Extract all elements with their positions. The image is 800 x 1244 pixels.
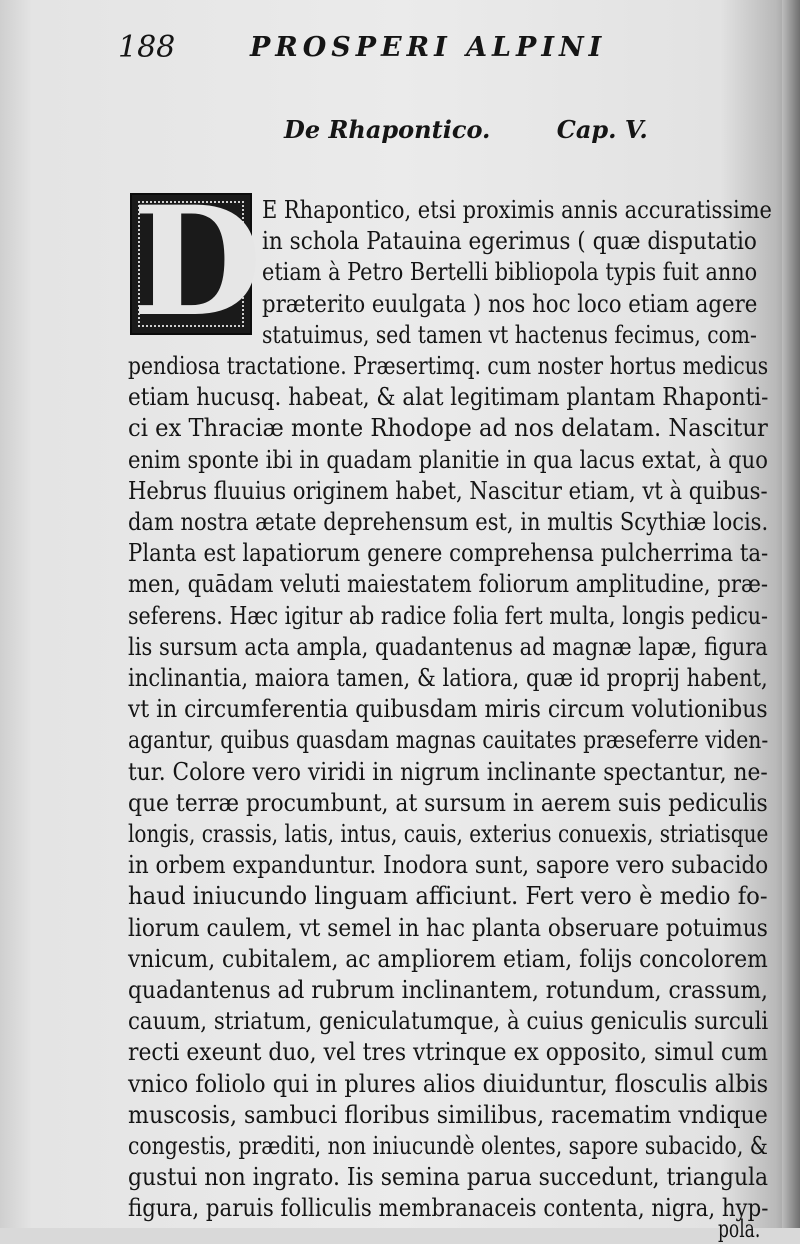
- text-line: vnico foliolo qui in plures alios diuiduntur, flosculis albis: [128, 1069, 769, 1098]
- text-line: Planta est lapatiorum genere comprehensa pulcherrima ta-: [128, 539, 769, 568]
- text-line: que terræ procumbunt, at sursum in aerem suis pediculis: [128, 788, 768, 817]
- text-line: in orbem expanduntur. Inodora sunt, sapore vero subacido: [128, 851, 769, 880]
- initial-letter: D: [132, 174, 263, 350]
- running-header: [118, 30, 678, 70]
- running-title: PROSPERI ALPINI: [250, 32, 607, 63]
- text-line: statuimus, sed tamen vt hactenus fecimus, com-: [262, 320, 757, 349]
- text-line: haud iniucundo linguam afficiunt. Fert vero è medio fo-: [128, 882, 768, 911]
- text-line: E Rhapontico, etsi proximis annis accuratissime: [262, 196, 772, 224]
- text-line: vt in circumferentia quibusdam miris circum volutionibus: [128, 695, 768, 724]
- text-line: Hebrus fluuius originem habet, Nascitur etiam, vt à quibus-: [128, 476, 768, 505]
- text-line: figura, paruis folliculis membranaceis contenta, nigra, hyp-: [128, 1194, 769, 1223]
- text-line: ci ex Thraciæ monte Rhodope ad nos delatam. Nascitur: [128, 414, 768, 443]
- text-line: dam nostra ætate deprehensum est, in multis Scythiæ locis.: [128, 508, 769, 536]
- text-line: agantur, quibus quasdam magnas cauitates præseferre viden-: [128, 726, 769, 755]
- text-line: men, quādam veluti maiestatem foliorum amplitudine, præ-: [128, 570, 768, 599]
- text-line: muscosis, sambuci floribus similibus, racematim vndique: [128, 1100, 768, 1129]
- text-line: in schola Patauina egerimus ( quæ disputatio: [262, 227, 757, 256]
- text-line: quadantenus ad rubrum inclinantem, rotundum, crassum,: [128, 976, 768, 1004]
- text-line: pendiosa tractatione. Præsertimq. cum noster hortus medicus: [128, 352, 769, 380]
- text-line: pola.: [718, 1214, 761, 1243]
- text-line: gustui non ingrato. Iis semina parua succedunt, triangula: [128, 1163, 769, 1192]
- page-number: 188: [118, 30, 176, 65]
- text-line: recti exeunt duo, vel tres vtrinque ex opposito, simul cum: [128, 1038, 769, 1067]
- text-line: lis sursum acta ampla, quadantenus ad magnæ lapæ, figura: [128, 632, 768, 661]
- text-line: vnicum, cubitalem, ac ampliorem etiam, folijs concolorem: [128, 944, 768, 973]
- text-line: etiam hucusq. habeat, & alat legitimam plantam Rhaponti-: [128, 383, 769, 412]
- text-line: tur. Colore vero viridi in nigrum inclinante spectantur, ne-: [128, 757, 768, 786]
- text-line: enim sponte ibi in quadam planitie in qua lacus extat, à quo: [128, 445, 768, 474]
- text-line: longis, crassis, latis, intus, cauis, exterius conuexis, striatisque: [128, 820, 769, 848]
- chapter-title: De Rhapontico.: [284, 115, 491, 144]
- chapter-heading: [284, 115, 648, 144]
- ornamental-initial: [130, 174, 263, 350]
- chapter-number: Cap. V.: [556, 115, 648, 144]
- text-line: præterito euulgata ) nos hoc loco etiam agere: [262, 289, 758, 318]
- text-line: inclinantia, maiora tamen, & latiora, quæ id proprij habent,: [128, 664, 768, 692]
- text-line: etiam à Petro Bertelli bibliopola typis fuit anno: [262, 258, 758, 287]
- page-gutter-shadow: [782, 0, 800, 1228]
- text-line: liorum caulem, vt semel in hac planta obseruare potuimus: [128, 913, 768, 942]
- text-line: cauum, striatum, geniculatumque, à cuius geniculis surculi: [128, 1007, 769, 1036]
- text-line: seferens. Hæc igitur ab radice folia fert multa, longis pedicu-: [128, 601, 768, 630]
- text-line: congestis, præditi, non iniucundè olentes, sapore subacido, &: [128, 1132, 768, 1160]
